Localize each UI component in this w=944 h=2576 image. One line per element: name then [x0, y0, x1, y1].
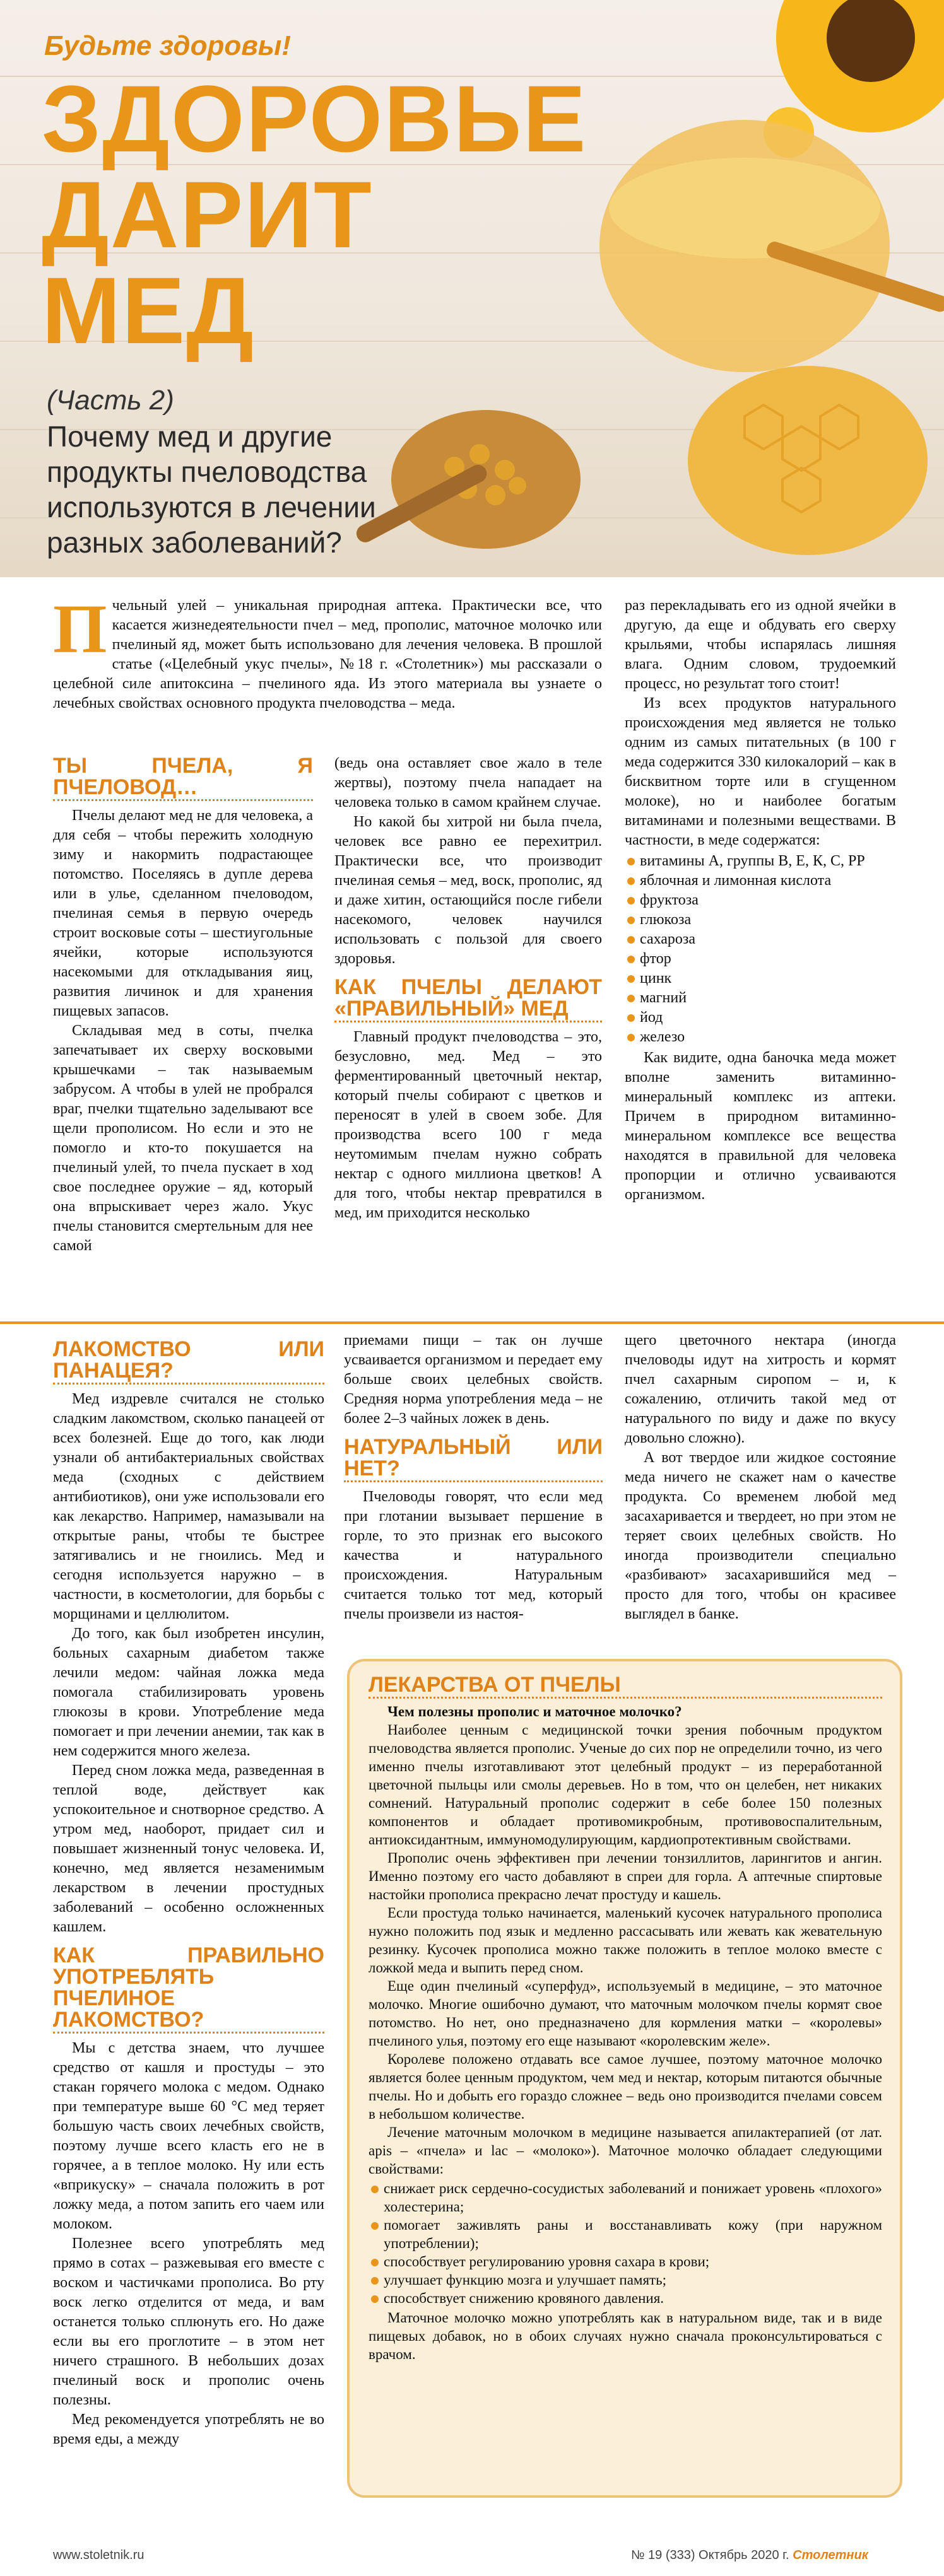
- list-item: фруктоза: [625, 891, 896, 910]
- list-item: глюкоза: [625, 910, 896, 930]
- list-item: способствует снижению кровяного давления.: [369, 2289, 882, 2307]
- list-item: способствует регулированию уровня сахара в крови;: [369, 2252, 882, 2271]
- list-item: улучшает функцию мозга и улучшает память;: [369, 2271, 882, 2289]
- sidebar-box: ЛЕКАРСТВА ОТ ПЧЕЛЫ Чем полезны прополис и маточное молочко? Наиболее ценным с медицинской точки зрения побочным продуктом пчеловодства является прополис. Ученые до сих пор не определили точно, из чего именно пчелы изготавливают этот целебный продукт – из переработанной цветочной пыльцы или смолы деревьев. Но в том, что он целебен, нет никаких сомнений. Натуральный прополис содержит в себе более 150 полезных компонентов и обладает противомикробным, противовоспалительным, антиоксидантным, иммуномодулирующим, кардиопротективным свойствами. Прополис очень эффективен при лечении тонзиллитов, ларингитов и ангин. Именно поэтому его часто добавляют в спреи для горла. А аптечные спиртовые настойки прополиса прекрасно лечат простуду и кашель. Если простуда только начинается, маленький кусочек натурального прополиса нужно положить под язык и медленно рассасывать или жевать как жевательную резинку. Кусочек прополиса можно также положить в теплое молоко вместе с ложкой меда и выпить перед сном. Еще один пчелиный «суперфуд», используемый в медицине, – это маточное молочко. Многие ошибочно думают, что маточным молочком пчелы кормят свое потомство. Но нет, оно предназначено для кормления матки – «королевы» пчелиного улья, поэтому его еще называют «королевским желе». Королеве положено отдавать все самое лучшее, поэтому маточное молочко является более ценным продуктом, чем мед и нектар, которым питаются обычные пчелы. Но и добыть его гораздо сложнее – ведь оно производится пчелами совсем в небольшом количестве. Лечение маточным молочком в медицине называется апилактерапией (от лат. apis – «пчела» и lac – «молоко»). Маточное молочко обладает следующими свойствами: снижает риск сердечно-сосудистых заболеваний и понижает уровень «плохого» холестерина; помогает заживлять раны и восстанавливать кожу (при наружном употреблении); способствует регулированию уровня сахара в крови; улучшает функцию мозга и улучшает память; способствует снижению кровяного давления. Маточное молочко можно употреблять как в натуральном виде, так и в виде пищевых добавок, но в обоих случаях нужно сначала проконсультироваться с врачом.: [347, 1659, 902, 2498]
- list-item: железо: [625, 1027, 896, 1047]
- column-2: (ведь она оставляет свое жало в теле жертвы), поэтому пчела нападает на человека только в самом крайнем случае. Но какой бы хитрой ни была пчела, человек все равно ее перехитрил. Практически все, что производит пчелиная семья – мед, воск, прополис, яд и даже хитин, остающийся после гибели насекомого, человек научился использовать с пользой для своего здоровья. КАК ПЧЕЛЫ ДЕЛАЮТ «ПРАВИЛЬНЫЙ» МЕД Главный продукт пчеловодства – это, безусловно, мед. Мед – это ферментированный цветочный нектар, который пчелы собирают с цветков и переносят в улей в своем зобе. Для производства всего 100 г меда неутомимым пчелам нужно собрать нектар с одного миллиона цветков! А для того, чтобы нектар превратился в мед, им приходится несколько: [334, 755, 602, 1221]
- drop-cap: П: [53, 590, 107, 667]
- intro: П чельный улей – уникальная природная аптека. Практически все, что касается жизнедеятельности пчел – мед, прополис, маточное молочко или пчелиный яд, может быть использовано для лечения человека. В прошлой статье («Целебный укус пчелы», №18 г. «Столетник») мы рассказали о целебной силе апитоксина – пчелиного яда. Из этого материала вы узнаете о лечебных свойствах основного продукта пчеловодства – меда.: [53, 590, 602, 711]
- column-3: раз перекладывать его из одной ячейки в другую, да еще и обдувать его сверху крыльями, чтобы испарялась лишняя влага. Одним словом, трудоемкий процесс, но результат того стоит! Из всех продуктов натурального происхождения мед является не только одним из самых питательных (в 100 г меда содержится 330 килокалорий – как в бисквитном торте или в сгущенном молоке), но и наиболее богатым витаминами и полезными веществами. В частности, в меде содержатся: витамины А, группы В, Е, К, С, РР яблочная и лимонная кислота фруктоза глюкоза сахароза фтор цинк магний йод железо Как видите, одна баночка меда может вполне заменить витаминно-минеральный комплекс из аптеки. Причем в природном витаминно-минеральном комплексе все вещества находятся в правильной для человека пропорции и отлично усваиваются организмом.: [625, 597, 896, 1203]
- list-item: магний: [625, 988, 896, 1008]
- list-item: витамины А, группы В, Е, К, С, РР: [625, 852, 896, 871]
- vitamin-list: [625, 852, 896, 1047]
- page-title: ЗДОРОВЬЕ ДАРИТ МЕД: [42, 66, 587, 363]
- list-item: снижает риск сердечно-сосудистых заболеваний и понижает уровень «плохого» холестерина;: [369, 2179, 882, 2216]
- column-6: щего цветочного нектара (иногда пчеловоды идут на хитрость и кормят пчел сахарным сиропом – и, к сожалению, отличить такой мед от натурального по виду и даже по вкусу довольно сложно). А вот твердое или жидкое состояние меда ничего не скажет нам о качестве продукта. Со временем любой мед засахаривается и твердеет, но при этом не теряет своих целебных свойств. Но иногда производители специально «разбивают» засахарившийся мед – просто для того, чтобы он красивее выглядел в банке.: [625, 1332, 896, 1622]
- part-label: (Часть 2): [47, 385, 174, 416]
- section-divider: [0, 1321, 944, 1324]
- column-5: приемами пищи – так он лучше усваивается организмом и передает ему больше своих целебных свойств. Средняя норма употребления меда – не более 2–3 чайных ложек в день. НАТУРАЛЬНЫЙ ИЛИ НЕТ? Пчеловоды говорят, что если мед при глотании вызывает першение в горле, то это признак его высокого качества и натурального происхождения. Натуральным считается только тот мед, который пчелы произвели из настоя-: [344, 1332, 603, 1622]
- list-item: помогает заживлять раны и восстанавливать кожу (при наружном употреблении);: [369, 2216, 882, 2252]
- list-item: яблочная и лимонная кислота: [625, 871, 896, 891]
- list-item: фтор: [625, 949, 896, 969]
- lead-text: Почему мед и другие продукты пчеловодства используются в лечении разных заболеваний?: [47, 420, 376, 559]
- box-title: ЛЕКАРСТВА ОТ ПЧЕЛЫ: [369, 1674, 882, 1699]
- section-title: ЛАКОМСТВО ИЛИ ПАНАЦЕЯ?: [53, 1338, 324, 1385]
- column-1: ТЫ ПЧЕЛА, Я ПЧЕЛОВОД… Пчелы делают мед не для человека, а для себя – чтобы пережить холодную зиму и накормить подрастающее потомство. Поселяясь в дупле дерева или в улье, сделанном пчеловодом, пчелиная семья в первую очередь строит восковые соты – шестиугольные ячейки, которые используются насекомыми для откладывания яиц, развития личинок и для хранения пищевых запасов. Складывая мед в соты, пчелка запечатывает их сверху восковыми крышечками – так называемым забрусом. А чтобы в улей не пробрался враг, пчелки тщательно заделывают все щели прополисом. Но если и это не помогло и кто-то покушается на пчелиный улей, то пчела пускает в ход свое последнее оружие – яд, который она впрыскивает через жало. Укус пчелы становится смертельным для нее самой: [53, 754, 313, 1254]
- properties-list: [369, 2179, 882, 2307]
- section-kicker: Будьте здоровы!: [44, 30, 292, 61]
- section-title: КАК ПЧЕЛЫ ДЕЛАЮТ «ПРАВИЛЬНЫЙ» МЕД: [334, 976, 602, 1022]
- section-title: КАК ПРАВИЛЬНО УПОТРЕБЛЯТЬ ПЧЕЛИНОЕ ЛАКОМСТВО?: [53, 1945, 324, 2034]
- box-subtitle: Чем полезны прополис и маточное молочко?: [387, 1704, 682, 1719]
- column-4: ЛАКОМСТВО ИЛИ ПАНАЦЕЯ? Мед издревле считался не столько сладким лакомством, сколько панацеей от всех болезней. Еще до того, как люди узнали об антибактериальных свойствах меда (сходных с действием антибиотиков), они уже использовали его как лекарство. Например, намазывали на открытые раны, чтобы те быстрее затягивались и не гноились. Мед и сегодня используется наружно – в частности, в косметологии, для борьбы с морщинами и целлюлитом. До того, как был изобретен инсулин, больных сахарным диабетом также лечили медом: чайная ложка меда помогала стабилизировать уровень глюкозы в крови. Употребление меда помогает и при лечении анемии, так как в нем содержится много железа. Перед сном ложка меда, разведенная в теплой воде, действует как успокоительное и снотворное средство. А утром мед, наоборот, придает сил и повышает жизненный тонус человека. И, конечно, мед является незаменимым лекарством в лечении простудных заболеваний – особенно осложненных кашлем. КАК ПРАВИЛЬНО УПОТРЕБЛЯТЬ ПЧЕЛИНОЕ ЛАКОМСТВО? Мы с детства знаем, что лучшее средство от кашля и простуды – это стакан горячего молока с медом. Однако при температуре выше 60 °С мед теряет большую часть своих лечебных свойств, поэтому лучше всего класть его не в горячее, а в теплое молоко. Ну или есть «вприкуску» – сначала положить в рот ложку меда, а потом запить его чаем или молоком. Полезнее всего употреблять мед прямо в сотах – разжевывая его вместе с воском и частичками прополиса. Во рту воск легко отделится от меда, и вам останется только сплюнуть его. Но даже если вы его проглотите – в этом нет ничего страшного. В небольших дозах пчелиный воск и прополис очень полезны. Мед рекомендуется употреблять не во время еды, а между: [53, 1337, 324, 2447]
- section-title: НАТУРАЛЬНЫЙ ИЛИ НЕТ?: [344, 1436, 603, 1482]
- footer-site: www.stoletnik.ru: [53, 2548, 145, 2562]
- brand-logo: Столетник: [793, 2548, 868, 2562]
- list-item: сахароза: [625, 930, 896, 949]
- list-item: йод: [625, 1008, 896, 1027]
- section-title: ТЫ ПЧЕЛА, Я ПЧЕЛОВОД…: [53, 755, 313, 801]
- hero-image: [0, 0, 944, 577]
- footer-issue: № 19 (333) Октябрь 2020 г. Столетник: [631, 2548, 868, 2562]
- list-item: цинк: [625, 969, 896, 988]
